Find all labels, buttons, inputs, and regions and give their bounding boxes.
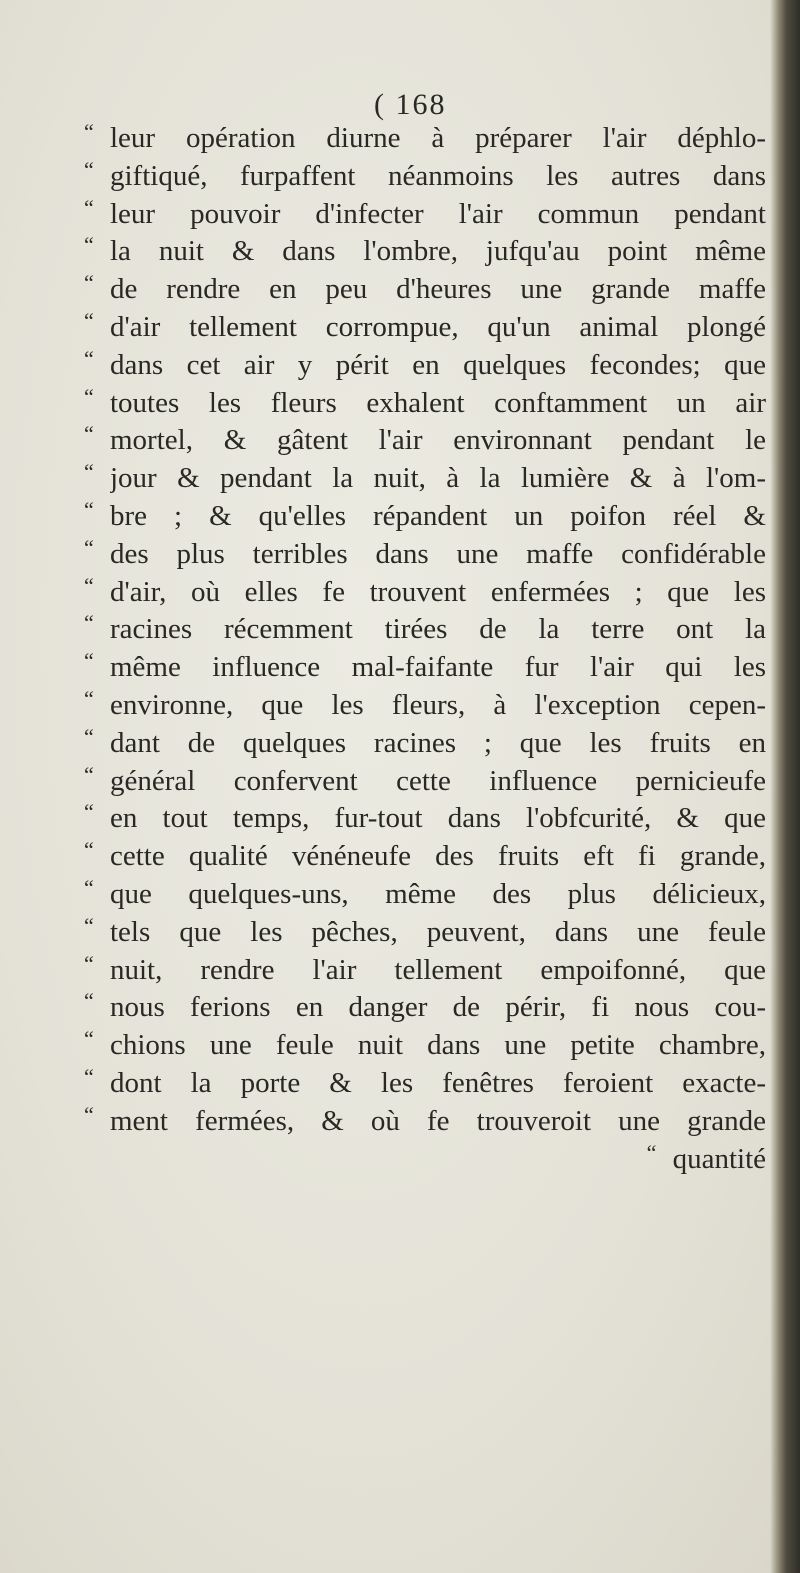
text-line: “ bre ; & qu'elles répandent un poifon réel & bbox=[84, 496, 766, 532]
text-line: “ dans cet air y périt en quelques fecondes; que bbox=[84, 345, 766, 381]
quote-mark: “ bbox=[84, 1026, 94, 1052]
quote-mark: “ bbox=[84, 799, 94, 825]
text-line: “ dont la porte & les fenêtres feroient exacte- bbox=[84, 1063, 766, 1099]
text-line: “ général confervent cette influence pernicieufe bbox=[84, 761, 766, 797]
body-text bbox=[84, 120, 766, 1178]
quote-mark: “ bbox=[84, 874, 94, 900]
quote-mark: “ bbox=[84, 534, 94, 560]
text-line: “ racines récemment tirées de la terre ont la bbox=[84, 610, 766, 646]
quote-mark: “ bbox=[84, 459, 94, 485]
text-line: “ même influence mal-faifante fur l'air qui les bbox=[84, 648, 766, 684]
quote-mark: “ bbox=[84, 610, 94, 636]
text-line: “ chions une feule nuit dans une petite chambre, bbox=[84, 1026, 766, 1062]
quote-mark: “ bbox=[84, 345, 94, 371]
quote-mark: “ bbox=[84, 685, 94, 711]
text-line: “ environne, que les fleurs, à l'exception cepen- bbox=[84, 685, 766, 721]
binding-shadow bbox=[770, 0, 800, 1573]
text-line: “ des plus terribles dans une maffe confidérable bbox=[84, 534, 766, 570]
catchword-line bbox=[84, 1141, 766, 1179]
quote-mark: “ bbox=[84, 837, 94, 863]
quote-mark: “ bbox=[84, 1101, 94, 1127]
quote-mark: “ bbox=[84, 648, 94, 674]
quote-mark: “ bbox=[84, 912, 94, 938]
quote-mark: “ bbox=[84, 156, 94, 182]
quote-mark: “ bbox=[84, 1063, 94, 1089]
text-line: “ dant de quelques racines ; que les fruits en bbox=[84, 723, 766, 759]
quote-mark: “ bbox=[84, 119, 94, 144]
quote-mark: “ bbox=[84, 496, 94, 522]
quote-mark: “ bbox=[84, 761, 94, 787]
text-line: “ mortel, & gâtent l'air environnant pendant le bbox=[84, 421, 766, 457]
text-line: “ giftiqué, furpaffent néanmoins les autres dans bbox=[84, 156, 766, 192]
text-line: “ de rendre en peu d'heures une grande maffe bbox=[84, 270, 766, 306]
quote-mark: “ bbox=[84, 988, 94, 1014]
text-line: “ la nuit & dans l'ombre, jufqu'au point même bbox=[84, 232, 766, 268]
catchword: quantité bbox=[672, 1142, 766, 1175]
quote-mark: “ bbox=[84, 232, 94, 258]
text-line: “ nuit, rendre l'air tellement empoifonné, que bbox=[84, 950, 766, 986]
quote-mark: “ bbox=[84, 194, 94, 220]
page-number: ( 168 bbox=[374, 88, 447, 121]
text-line: “ leur opération diurne à préparer l'air déphlo- bbox=[84, 119, 766, 154]
text-line: “ toutes les fleurs exhalent conftamment un air bbox=[84, 383, 766, 419]
text-line: “ que quelques-uns, même des plus délicieux, bbox=[84, 874, 766, 910]
text-line: “ d'air tellement corrompue, qu'un animal plongé bbox=[84, 307, 766, 343]
quote-mark: “ bbox=[84, 383, 94, 409]
quote-mark: “ bbox=[84, 270, 94, 296]
text-line: “ d'air, où elles fe trouvent enfermées ; que les bbox=[84, 572, 766, 608]
text-line: “ en tout temps, fur-tout dans l'obfcurité, & que bbox=[84, 799, 766, 835]
quote-mark: “ bbox=[84, 307, 94, 333]
text-line: “ leur pouvoir d'infecter l'air commun pendant bbox=[84, 194, 766, 230]
text-line: “ cette qualité vénéneufe des fruits eft fi grande, bbox=[84, 837, 766, 873]
text-line: “ jour & pendant la nuit, à la lumière & à l'om- bbox=[84, 459, 766, 495]
quote-mark: “ bbox=[646, 1139, 657, 1165]
quote-mark: “ bbox=[84, 950, 94, 976]
quote-mark: “ bbox=[84, 572, 94, 598]
text-line: “ ment fermées, & où fe trouveroit une grande bbox=[84, 1101, 766, 1137]
quote-mark: “ bbox=[84, 421, 94, 447]
text-line: “ nous ferions en danger de périr, fi nous cou- bbox=[84, 988, 766, 1024]
quote-mark: “ bbox=[84, 723, 94, 749]
text-line: “ tels que les pêches, peuvent, dans une feule bbox=[84, 912, 766, 948]
